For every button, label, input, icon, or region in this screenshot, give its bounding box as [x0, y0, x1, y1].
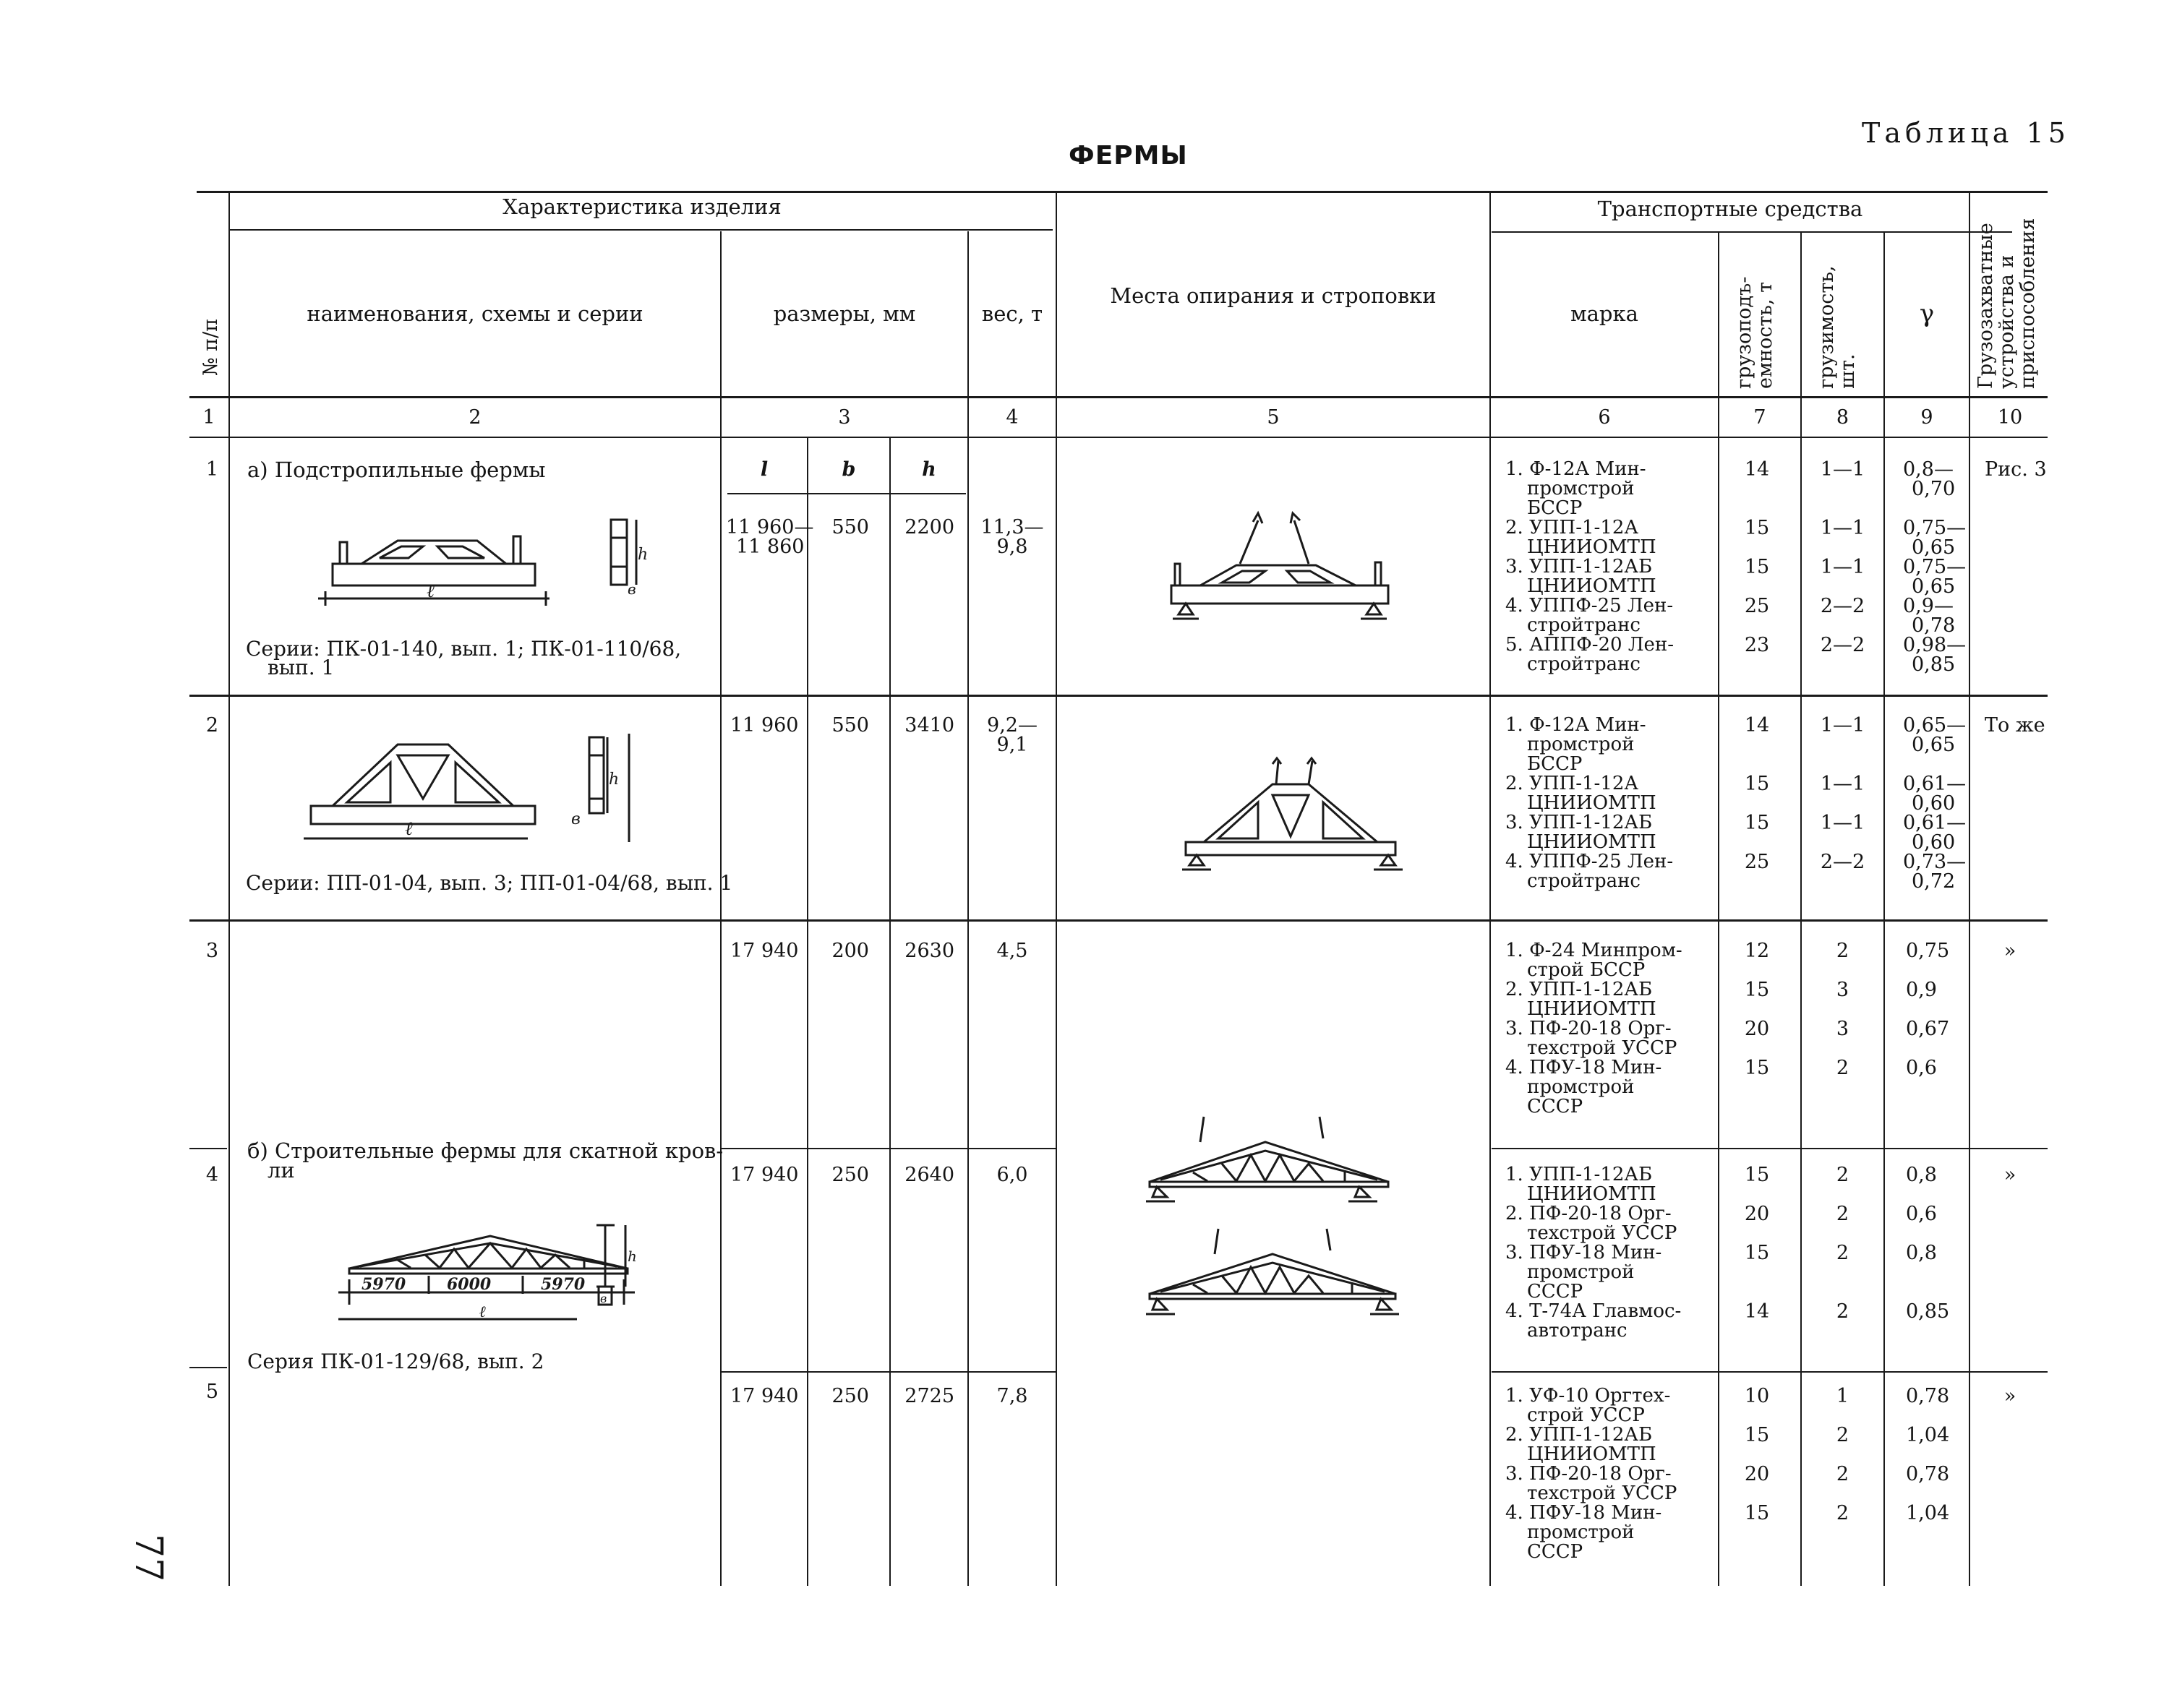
transport-line: техстрой УССР: [1527, 1222, 1677, 1244]
transport-line: СССР: [1527, 1281, 1583, 1303]
transport-line: 4. ПФУ-18 Мин-: [1505, 1502, 1662, 1524]
load-count: 1—1: [1820, 517, 1865, 539]
capacity-value: 23: [1744, 634, 1770, 656]
capacity-value: 14: [1744, 458, 1770, 481]
capacity-value: 14: [1744, 714, 1770, 737]
header-col9: γ: [1919, 299, 1935, 328]
transport-line: 1. УПП-1-12АБ: [1505, 1164, 1653, 1185]
svg-text:h: h: [638, 546, 649, 564]
load-count: 1: [1836, 1385, 1849, 1407]
transport-line: ЦНИИОМТП: [1527, 998, 1656, 1020]
support-sling-scheme-4b: [1142, 1222, 1410, 1323]
transport-line: 2. УПП-1-12АБ: [1505, 1424, 1653, 1446]
transport-line: промстрой: [1527, 478, 1635, 499]
load-count: 2—2: [1820, 851, 1865, 873]
header-col8: грузимость, шт.: [1815, 265, 1859, 389]
header-col10: Грузозахватные устройства и приспособления: [1975, 218, 2039, 389]
transport-line: ЦНИИОМТП: [1527, 831, 1656, 853]
load-count: 1—1: [1820, 714, 1865, 737]
weight-value: 6,0: [996, 1164, 1028, 1186]
load-count: 2: [1836, 1057, 1849, 1079]
transport-line: строй УССР: [1527, 1404, 1645, 1426]
transport-line: промстрой: [1527, 1261, 1635, 1283]
device-ref: »: [2003, 1385, 2016, 1407]
gamma-value: 0,85: [1912, 653, 1956, 676]
capacity-value: 15: [1744, 556, 1770, 578]
weight-value: 11,3—: [980, 516, 1044, 538]
transport-line: техстрой УССР: [1527, 1037, 1677, 1059]
dim-h-label: h: [922, 458, 936, 481]
dim-b-value: 200: [831, 940, 869, 962]
load-count: 2—2: [1820, 595, 1865, 617]
dim-h-value: 2640: [904, 1164, 954, 1186]
col-num: 5: [1267, 406, 1280, 429]
transport-line: БССР: [1527, 753, 1583, 775]
load-count: 3: [1836, 979, 1849, 1001]
load-count: 1—1: [1820, 773, 1865, 795]
gamma-value: 0,78: [1906, 1385, 1950, 1407]
page-number: 77: [127, 1534, 170, 1582]
support-sling-scheme-4a: [1142, 1113, 1410, 1207]
truss-dim-label: 5970: [362, 1275, 406, 1294]
gamma-value: 1,04: [1906, 1424, 1950, 1446]
dim-h-value: 2630: [904, 940, 954, 962]
load-count: 1—1: [1820, 812, 1865, 834]
product-name: б) Строительные фермы для скатной кров-: [247, 1138, 724, 1163]
col-num: 8: [1836, 406, 1849, 429]
transport-line: строй БССР: [1527, 959, 1646, 981]
row-number: 5: [205, 1381, 218, 1403]
col-num: 9: [1920, 406, 1933, 429]
transport-line: ЦНИИОМТП: [1527, 575, 1656, 597]
col-num: 4: [1006, 406, 1019, 429]
transport-line: 3. ПФУ-18 Мин-: [1505, 1242, 1662, 1263]
load-count: 3: [1836, 1018, 1849, 1040]
dim-b-value: 550: [831, 714, 869, 737]
capacity-value: 15: [1744, 1057, 1770, 1079]
transport-line: 4. ПФУ-18 Мин-: [1505, 1057, 1662, 1078]
header-col7: грузоподъ-емность, т: [1733, 276, 1776, 389]
transport-line: 4. Т-74А Главмос-: [1505, 1300, 1682, 1322]
dim-l-value: 11 960—: [726, 516, 814, 538]
truss-scheme-4: [338, 1222, 628, 1330]
capacity-value: 12: [1744, 940, 1770, 962]
transport-line: 1. Ф-24 Минпром-: [1505, 940, 1682, 961]
capacity-value: 15: [1744, 517, 1770, 539]
header-col5: Места опирания и строповки: [1110, 283, 1437, 308]
gamma-value: 0,85: [1906, 1300, 1950, 1323]
capacity-value: 15: [1744, 979, 1770, 1001]
dim-l-value: 17 940: [730, 1385, 799, 1407]
product-name-cont: ли: [268, 1158, 295, 1183]
capacity-value: 15: [1744, 773, 1770, 795]
transport-line: 5. АППФ-20 Лен-: [1505, 634, 1675, 656]
transport-line: промстрой: [1527, 1076, 1635, 1098]
transport-line: СССР: [1527, 1096, 1583, 1117]
dim-b-value: 250: [831, 1385, 869, 1407]
gamma-value: 0,67: [1906, 1018, 1950, 1040]
svg-text:ℓ: ℓ: [405, 818, 413, 840]
weight-value: 9,2—: [987, 714, 1038, 737]
transport-line: 4. УППФ-25 Лен-: [1505, 851, 1674, 872]
device-ref: Рис. 3: [1985, 458, 2047, 481]
gamma-value: 0,72: [1912, 870, 1956, 893]
header-col2: наименования, схемы и серии: [307, 301, 643, 326]
capacity-value: 15: [1744, 1424, 1770, 1446]
gamma-value: 0,73—: [1903, 851, 1967, 873]
device-ref: То же: [1985, 714, 2045, 737]
header-group-transport: Транспортные средства: [1597, 197, 1863, 221]
product-series: Серии: ПП-01-04, вып. 3; ПП-01-04/68, вып. 1: [246, 871, 733, 895]
transport-line: 2. УПП-1-12А: [1505, 773, 1639, 794]
gamma-value: 0,60: [1912, 831, 1956, 854]
transport-line: техстрой УССР: [1527, 1482, 1677, 1504]
section-scheme-2: [557, 734, 651, 842]
product-series: Серии: ПК-01-140, вып. 1; ПК-01-110/68,: [246, 637, 682, 661]
svg-text:в: в: [571, 810, 581, 828]
load-count: 1—1: [1820, 458, 1865, 481]
dim-b-value: 250: [831, 1164, 869, 1186]
gamma-value: 0,65: [1912, 575, 1956, 598]
dim-h-value: 3410: [904, 714, 954, 737]
col-num: 10: [1997, 406, 2023, 429]
dim-l-label: l: [760, 458, 769, 481]
col-num: 6: [1598, 406, 1611, 429]
transport-line: ЦНИИОМТП: [1527, 792, 1656, 814]
header-col4: вес, т: [981, 301, 1043, 326]
row-number: 2: [205, 714, 218, 737]
load-count: 2: [1836, 1424, 1849, 1446]
transport-line: стройтранс: [1527, 614, 1641, 636]
gamma-value: 1,04: [1906, 1502, 1950, 1524]
transport-line: ЦНИИОМТП: [1527, 1443, 1656, 1465]
load-count: 2: [1836, 1300, 1849, 1323]
gamma-value: 0,9: [1906, 979, 1937, 1001]
transport-line: 3. УПП-1-12АБ: [1505, 812, 1653, 833]
gamma-value: 0,78: [1912, 614, 1956, 637]
capacity-value: 15: [1744, 1242, 1770, 1264]
dim-l-value: 11 860: [736, 536, 805, 558]
capacity-value: 20: [1744, 1463, 1770, 1485]
product-name: а) Подстропильные фермы: [247, 458, 546, 482]
load-count: 2: [1836, 1203, 1849, 1225]
transport-line: автотранс: [1527, 1320, 1628, 1342]
transport-line: 1. Ф-12А Мин-: [1505, 714, 1646, 736]
load-count: 2—2: [1820, 634, 1865, 656]
gamma-value: 0,8—: [1903, 458, 1954, 481]
truss-scheme-1: [318, 506, 549, 607]
transport-line: 3. ПФ-20-18 Орг-: [1505, 1018, 1672, 1039]
transport-line: ЦНИИОМТП: [1527, 1183, 1656, 1205]
weight-value: 9,1: [996, 734, 1028, 756]
svg-text:ℓ: ℓ: [427, 580, 435, 602]
load-count: 2: [1836, 1502, 1849, 1524]
capacity-value: 10: [1744, 1385, 1770, 1407]
capacity-value: 25: [1744, 595, 1770, 617]
header-col3: размеры, мм: [773, 301, 916, 326]
svg-text:в: в: [600, 1292, 607, 1305]
header-group-product: Характеристика изделия: [502, 194, 782, 219]
gamma-value: 0,78: [1906, 1463, 1950, 1485]
section-scheme-4: [593, 1222, 636, 1308]
device-ref: »: [2003, 1164, 2016, 1186]
gamma-value: 0,8: [1906, 1242, 1937, 1264]
gamma-value: 0,60: [1912, 792, 1956, 815]
gamma-value: 0,61—: [1903, 773, 1967, 795]
transport-line: 3. ПФ-20-18 Орг-: [1505, 1463, 1672, 1485]
gamma-value: 0,75: [1906, 940, 1950, 962]
product-series: Серия ПК-01-129/68, вып. 2: [247, 1349, 544, 1373]
gamma-value: 0,8: [1906, 1164, 1937, 1186]
page-title: ФЕРМЫ: [1069, 141, 1188, 171]
truss-dim-label: 6000: [447, 1275, 492, 1294]
weight-value: 9,8: [996, 536, 1028, 558]
transport-line: 1. Ф-12А Мин-: [1505, 458, 1646, 480]
transport-line: СССР: [1527, 1541, 1583, 1563]
device-ref: »: [2003, 940, 2016, 962]
transport-line: 3. УПП-1-12АБ: [1505, 556, 1653, 578]
capacity-value: 15: [1744, 812, 1770, 834]
gamma-value: 0,61—: [1903, 812, 1967, 834]
support-sling-scheme-1: [1157, 513, 1403, 629]
gamma-value: 0,65: [1912, 536, 1956, 559]
dim-h-value: 2725: [904, 1385, 954, 1407]
svg-text:h: h: [628, 1248, 637, 1265]
load-count: 2: [1836, 1164, 1849, 1186]
dim-h-value: 2200: [904, 516, 954, 538]
capacity-value: 20: [1744, 1018, 1770, 1040]
transport-line: 2. УПП-1-12АБ: [1505, 979, 1653, 1000]
gamma-value: 0,75—: [1903, 556, 1967, 578]
truss-scheme-2: [304, 730, 542, 846]
transport-line: БССР: [1527, 497, 1583, 519]
dim-l-value: 17 940: [730, 1164, 799, 1186]
svg-text:в: в: [628, 580, 636, 598]
header-col6: марка: [1570, 301, 1638, 326]
dim-b-value: 550: [831, 516, 869, 538]
svg-text:ℓ: ℓ: [479, 1303, 487, 1321]
header-col1: № п/п: [200, 318, 222, 376]
row-number: 3: [205, 940, 218, 962]
svg-text:h: h: [609, 771, 620, 789]
transport-line: 4. УППФ-25 Лен-: [1505, 595, 1674, 617]
load-count: 2: [1836, 1463, 1849, 1485]
transport-line: стройтранс: [1527, 653, 1641, 675]
transport-line: ЦНИИОМТП: [1527, 536, 1656, 558]
col-num: 3: [838, 406, 851, 429]
dim-l-value: 11 960: [730, 714, 799, 737]
transport-line: 2. ПФ-20-18 Орг-: [1505, 1203, 1672, 1224]
gamma-value: 0,98—: [1903, 634, 1967, 656]
weight-value: 7,8: [996, 1385, 1028, 1407]
col-num: 1: [202, 406, 215, 429]
gamma-value: 0,6: [1906, 1203, 1937, 1225]
capacity-value: 20: [1744, 1203, 1770, 1225]
gamma-value: 0,65: [1912, 734, 1956, 756]
gamma-value: 0,65—: [1903, 714, 1967, 737]
transport-line: промстрой: [1527, 734, 1635, 755]
gamma-value: 0,6: [1906, 1057, 1937, 1079]
transport-line: 2. УПП-1-12А: [1505, 517, 1639, 538]
gamma-value: 0,70: [1912, 478, 1956, 500]
load-count: 2: [1836, 1242, 1849, 1264]
row-number: 4: [205, 1164, 218, 1186]
gamma-value: 0,75—: [1903, 517, 1967, 539]
col-num: 7: [1753, 406, 1766, 429]
dim-l-value: 17 940: [730, 940, 799, 962]
product-series-cont: вып. 1: [268, 656, 335, 679]
row-number: 1: [205, 458, 218, 481]
weight-value: 4,5: [996, 940, 1028, 962]
dim-b-label: b: [842, 458, 856, 481]
table-label: Таблица 15: [1862, 117, 2070, 149]
capacity-value: 14: [1744, 1300, 1770, 1323]
gamma-value: 0,9—: [1903, 595, 1954, 617]
capacity-value: 15: [1744, 1164, 1770, 1186]
truss-dim-label: 5970: [541, 1275, 586, 1294]
transport-line: стройтранс: [1527, 870, 1641, 892]
capacity-value: 15: [1744, 1502, 1770, 1524]
support-sling-scheme-2: [1164, 755, 1403, 878]
load-count: 1—1: [1820, 556, 1865, 578]
capacity-value: 25: [1744, 851, 1770, 873]
transport-line: промстрой: [1527, 1522, 1635, 1543]
transport-line: 1. УФ-10 Оргтех-: [1505, 1385, 1671, 1407]
col-num: 2: [469, 406, 482, 429]
load-count: 2: [1836, 940, 1849, 962]
section-scheme-1: [607, 516, 651, 596]
